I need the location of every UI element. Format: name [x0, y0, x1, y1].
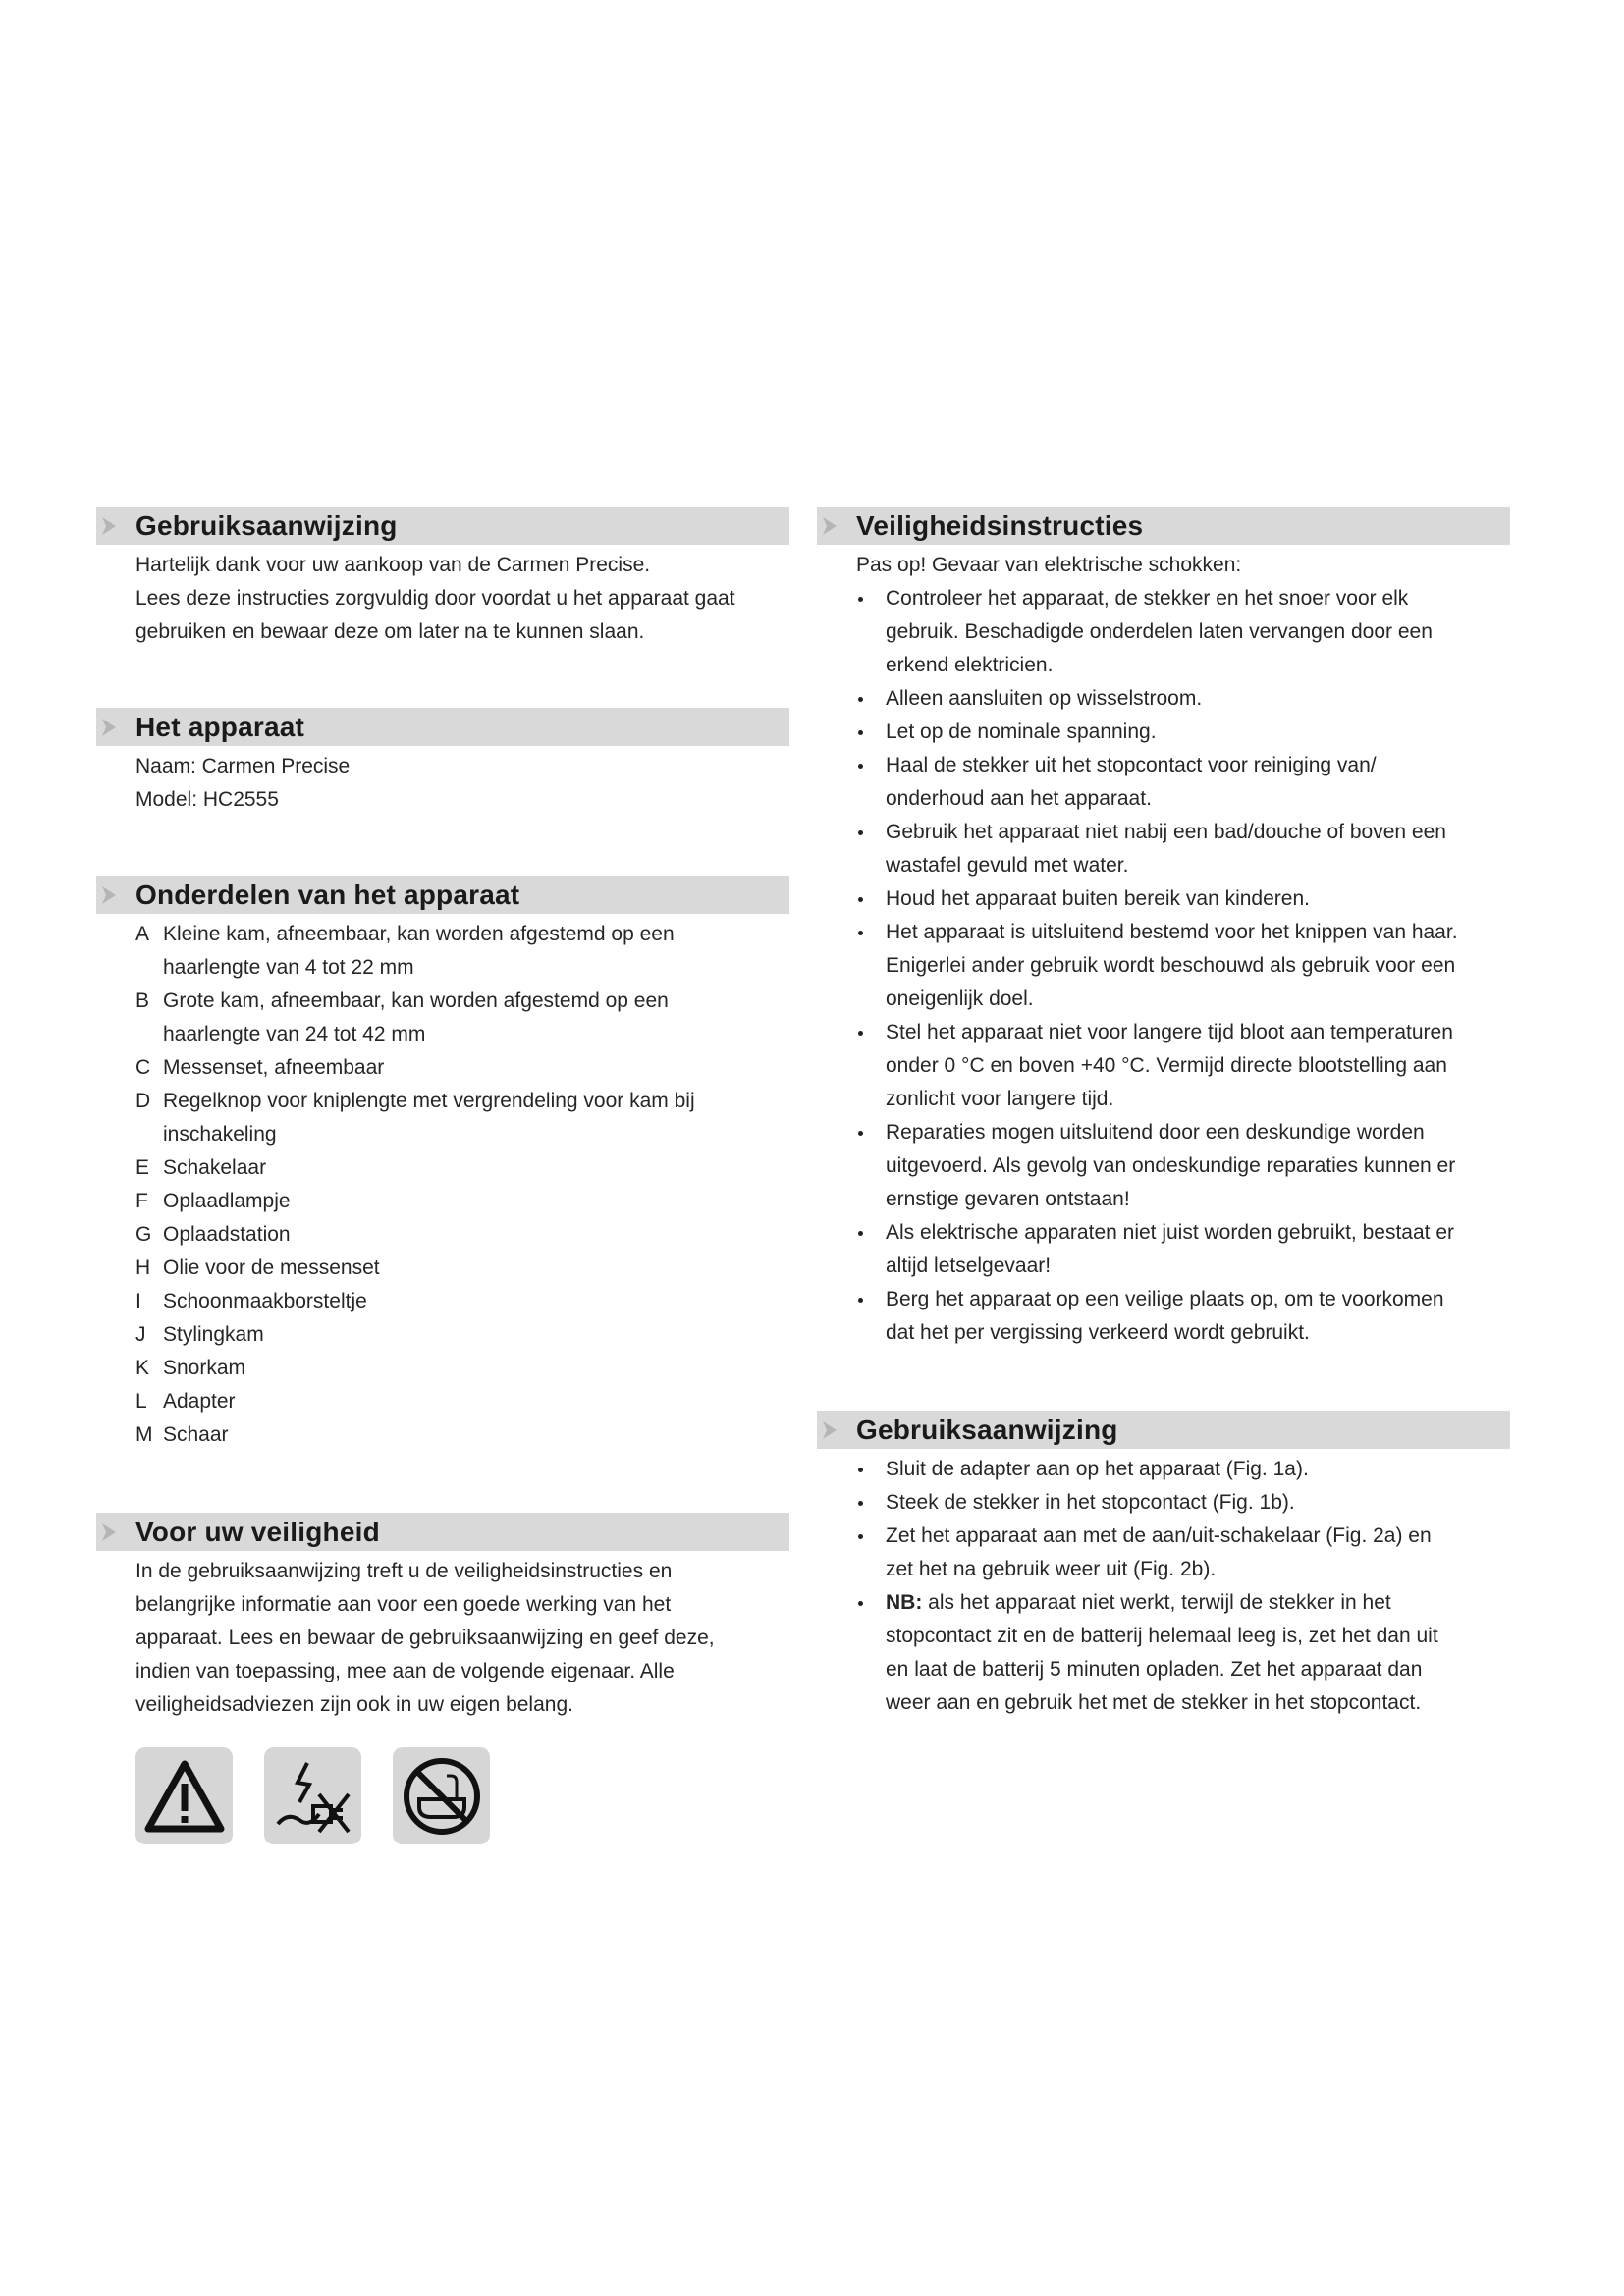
text-line: dat het per vergissing verkeerd wordt gebruikt.: [886, 1321, 1310, 1344]
text-line: Gebruik het apparaat niet nabij een bad/douche of boven een: [886, 821, 1446, 843]
section-title: Veiligheidsinstructies: [856, 509, 1144, 541]
list-item: [856, 582, 1510, 682]
text-line: weer aan en gebruik het met de stekker in het stopcontact.: [886, 1691, 1422, 1714]
section-body: [135, 549, 789, 649]
safety-icons: [135, 1747, 789, 1844]
item-letter: K: [135, 1357, 150, 1379]
item-text-cont: haarlengte van 4 tot 22 mm: [163, 956, 414, 979]
section-header: [96, 1513, 789, 1551]
item-text: Kleine kam, afneembaar, kan worden afgestemd op een: [163, 923, 675, 945]
text-line: zonlicht voor langere tijd.: [886, 1088, 1114, 1110]
item-text: Grote kam, afneembaar, kan worden afgestemd op een: [163, 989, 669, 1012]
list-item: [856, 1520, 1510, 1586]
list-item: [135, 1185, 789, 1218]
text-line: oneigenlijk doel.: [886, 988, 1034, 1010]
text-line: gebruiken en bewaar deze om later na te kunnen slaan.: [135, 620, 645, 643]
text-line: Het apparaat is uitsluitend bestemd voor het knippen van haar.: [886, 921, 1458, 943]
chevron-right-icon: [819, 513, 842, 539]
item-letter: M: [135, 1423, 153, 1446]
text-line: uitgevoerd. Als gevolg van ondeskundige reparaties kunnen er: [886, 1154, 1456, 1177]
text-line: Stel het apparaat niet voor langere tijd bloot aan temperaturen: [886, 1021, 1453, 1043]
bullet-list: [856, 582, 1510, 1350]
list-item: [856, 716, 1510, 749]
list-item: [135, 1418, 789, 1452]
section-header: [96, 708, 789, 746]
list-item: [135, 1385, 789, 1418]
item-letter: E: [135, 1156, 150, 1179]
text-line: erkend elektricien.: [886, 654, 1054, 676]
item-letter: C: [135, 1056, 151, 1079]
list-item: [135, 1218, 789, 1252]
chevron-right-icon: [98, 715, 122, 740]
list-item: [856, 1016, 1510, 1116]
section-body: [856, 549, 1510, 1350]
text-line: wastafel gevuld met water.: [886, 854, 1129, 877]
list-item: [856, 749, 1510, 816]
section-header: [817, 507, 1510, 545]
item-letter: D: [135, 1090, 151, 1112]
section-voor-uw-veiligheid: [96, 1513, 789, 1844]
list-item: [856, 1453, 1510, 1486]
text-line: Zet het apparaat aan met de aan/uit-schakelaar (Fig. 2a) en: [886, 1524, 1432, 1547]
text-line: Reparaties mogen uitsluitend door een deskundige worden: [886, 1121, 1425, 1144]
item-text: Adapter: [163, 1390, 236, 1413]
item-letter: L: [135, 1390, 147, 1413]
chevron-right-icon: [98, 1520, 122, 1545]
parts-list: [135, 918, 789, 1452]
text-line: belangrijke informatie aan voor een goede werking van het: [135, 1593, 672, 1616]
list-item: [856, 882, 1510, 916]
text-line: altijd letselgevaar!: [886, 1255, 1052, 1277]
list-item: [135, 985, 789, 1051]
item-text: Snorkam: [163, 1357, 246, 1379]
item-letter: B: [135, 989, 150, 1012]
item-text: Oplaadstation: [163, 1223, 291, 1246]
section-body: [135, 918, 789, 1452]
list-item: [135, 1151, 789, 1185]
list-item: [135, 918, 789, 985]
section-title: Het apparaat: [135, 711, 305, 742]
text-line: Haal de stekker uit het stopcontact voor reiniging van/: [886, 754, 1377, 776]
text-line: onderhoud aan het apparaat.: [886, 787, 1152, 810]
list-item: [856, 1116, 1510, 1216]
text-line: Hartelijk dank voor uw aankoop van de Carmen Precise.: [135, 554, 651, 576]
list-item: [135, 1285, 789, 1318]
section-veiligheidsinstructies: [817, 507, 1510, 1350]
chevron-right-icon: [819, 1417, 842, 1443]
text-line: Als elektrische apparaten niet juist worden gebruikt, bestaat er: [886, 1221, 1454, 1244]
list-item: [135, 1085, 789, 1151]
text-line: Naam: Carmen Precise: [135, 755, 351, 777]
item-text: Messenset, afneembaar: [163, 1056, 385, 1079]
text-line: stopcontact zit en de batterij helemaal leeg is, zet het dan uit: [886, 1625, 1438, 1647]
text-line: In de gebruiksaanwijzing treft u de veiligheidsinstructies en: [135, 1560, 673, 1582]
section-body: [856, 1453, 1510, 1720]
item-text: Stylingkam: [163, 1323, 264, 1346]
section-header: [96, 507, 789, 545]
text-line: Lees deze instructies zorgvuldig door voordat u het apparaat gaat: [135, 587, 735, 610]
right-column: [817, 507, 1510, 1720]
text-line: Steek de stekker in het stopcontact (Fig. 1b).: [886, 1491, 1295, 1514]
bullet-list: [856, 1453, 1510, 1720]
text-line: en laat de batterij 5 minuten opladen. Zet het apparaat dan: [886, 1658, 1423, 1681]
no-bath-icon: [393, 1747, 490, 1844]
intro-line: Pas op! Gevaar van elektrische schokken:: [856, 554, 1242, 576]
left-column: [96, 507, 789, 1844]
list-item: [856, 1486, 1510, 1520]
section-onderdelen: [96, 876, 789, 1452]
list-item: [856, 1283, 1510, 1350]
text-line: Controleer het apparaat, de stekker en het snoer voor elk: [886, 587, 1409, 610]
text-line: Houd het apparaat buiten bereik van kinderen.: [886, 887, 1310, 910]
chevron-right-icon: [98, 882, 122, 908]
text-line: als het apparaat niet werkt, terwijl de stekker in het: [922, 1591, 1391, 1614]
item-text: Olie voor de messenset: [163, 1256, 380, 1279]
section-title: Onderdelen van het apparaat: [135, 879, 520, 910]
text-line: Enigerlei ander gebruik wordt beschouwd als gebruik voor een: [886, 954, 1456, 977]
item-text-cont: haarlengte van 24 tot 42 mm: [163, 1023, 426, 1045]
text-line: Alleen aansluiten op wisselstroom.: [886, 687, 1203, 710]
section-gebruiksaanwijzing-2: [817, 1411, 1510, 1720]
section-body: [135, 1555, 789, 1722]
electric-shock-plug-icon: [264, 1747, 361, 1844]
nb-label: NB:: [886, 1591, 923, 1614]
item-text: Schoonmaakborsteltje: [163, 1290, 367, 1312]
item-text: Regelknop voor kniplengte met vergrendeling voor kam bij: [163, 1090, 695, 1112]
item-text: Schaar: [163, 1423, 229, 1446]
text-line: zet het na gebruik weer uit (Fig. 2b).: [886, 1558, 1217, 1580]
item-letter: A: [135, 923, 150, 945]
chevron-right-icon: [98, 513, 122, 539]
item-letter: H: [135, 1256, 151, 1279]
section-title: Gebruiksaanwijzing: [135, 509, 398, 541]
text-line: Berg het apparaat op een veilige plaats op, om te voorkomen: [886, 1288, 1444, 1310]
text-line: Let op de nominale spanning.: [886, 721, 1157, 743]
list-item-nb: [856, 1586, 1510, 1720]
text-line: gebruik. Beschadigde onderdelen laten vervangen door een: [886, 620, 1433, 643]
section-body: [135, 750, 789, 817]
text-line: Model: HC2555: [135, 788, 279, 811]
list-item: [856, 816, 1510, 882]
text-line: veiligheidsadviezen zijn ook in uw eigen belang.: [135, 1693, 573, 1716]
list-item: [856, 682, 1510, 716]
section-header: [96, 876, 789, 914]
item-letter: G: [135, 1223, 152, 1246]
list-item: [135, 1051, 789, 1085]
item-text: Oplaadlampje: [163, 1190, 291, 1212]
section-het-apparaat: [96, 708, 789, 817]
item-text: Schakelaar: [163, 1156, 267, 1179]
list-item: [856, 1216, 1510, 1283]
text-line: Sluit de adapter aan op het apparaat (Fig. 1a).: [886, 1458, 1309, 1480]
text-line: apparaat. Lees en bewaar de gebruiksaanwijzing en geef deze,: [135, 1627, 715, 1649]
warning-icon: [135, 1747, 233, 1844]
item-letter: F: [135, 1190, 148, 1212]
section-title: Gebruiksaanwijzing: [856, 1414, 1118, 1445]
section-gebruiksaanwijzing: [96, 507, 789, 649]
text-line: indien van toepassing, mee aan de volgende eigenaar. Alle: [135, 1660, 675, 1682]
list-item: [135, 1252, 789, 1285]
section-title: Voor uw veiligheid: [135, 1516, 380, 1547]
text-line: onder 0 °C en boven +40 °C. Vermijd directe blootstelling aan: [886, 1054, 1447, 1077]
item-text-cont: inschakeling: [163, 1123, 277, 1146]
item-letter: I: [135, 1290, 141, 1312]
list-item: [135, 1318, 789, 1352]
text-line: ernstige gevaren ontstaan!: [886, 1188, 1130, 1210]
section-header: [817, 1411, 1510, 1449]
list-item: [856, 916, 1510, 1016]
item-letter: J: [135, 1323, 146, 1346]
list-item: [135, 1352, 789, 1385]
